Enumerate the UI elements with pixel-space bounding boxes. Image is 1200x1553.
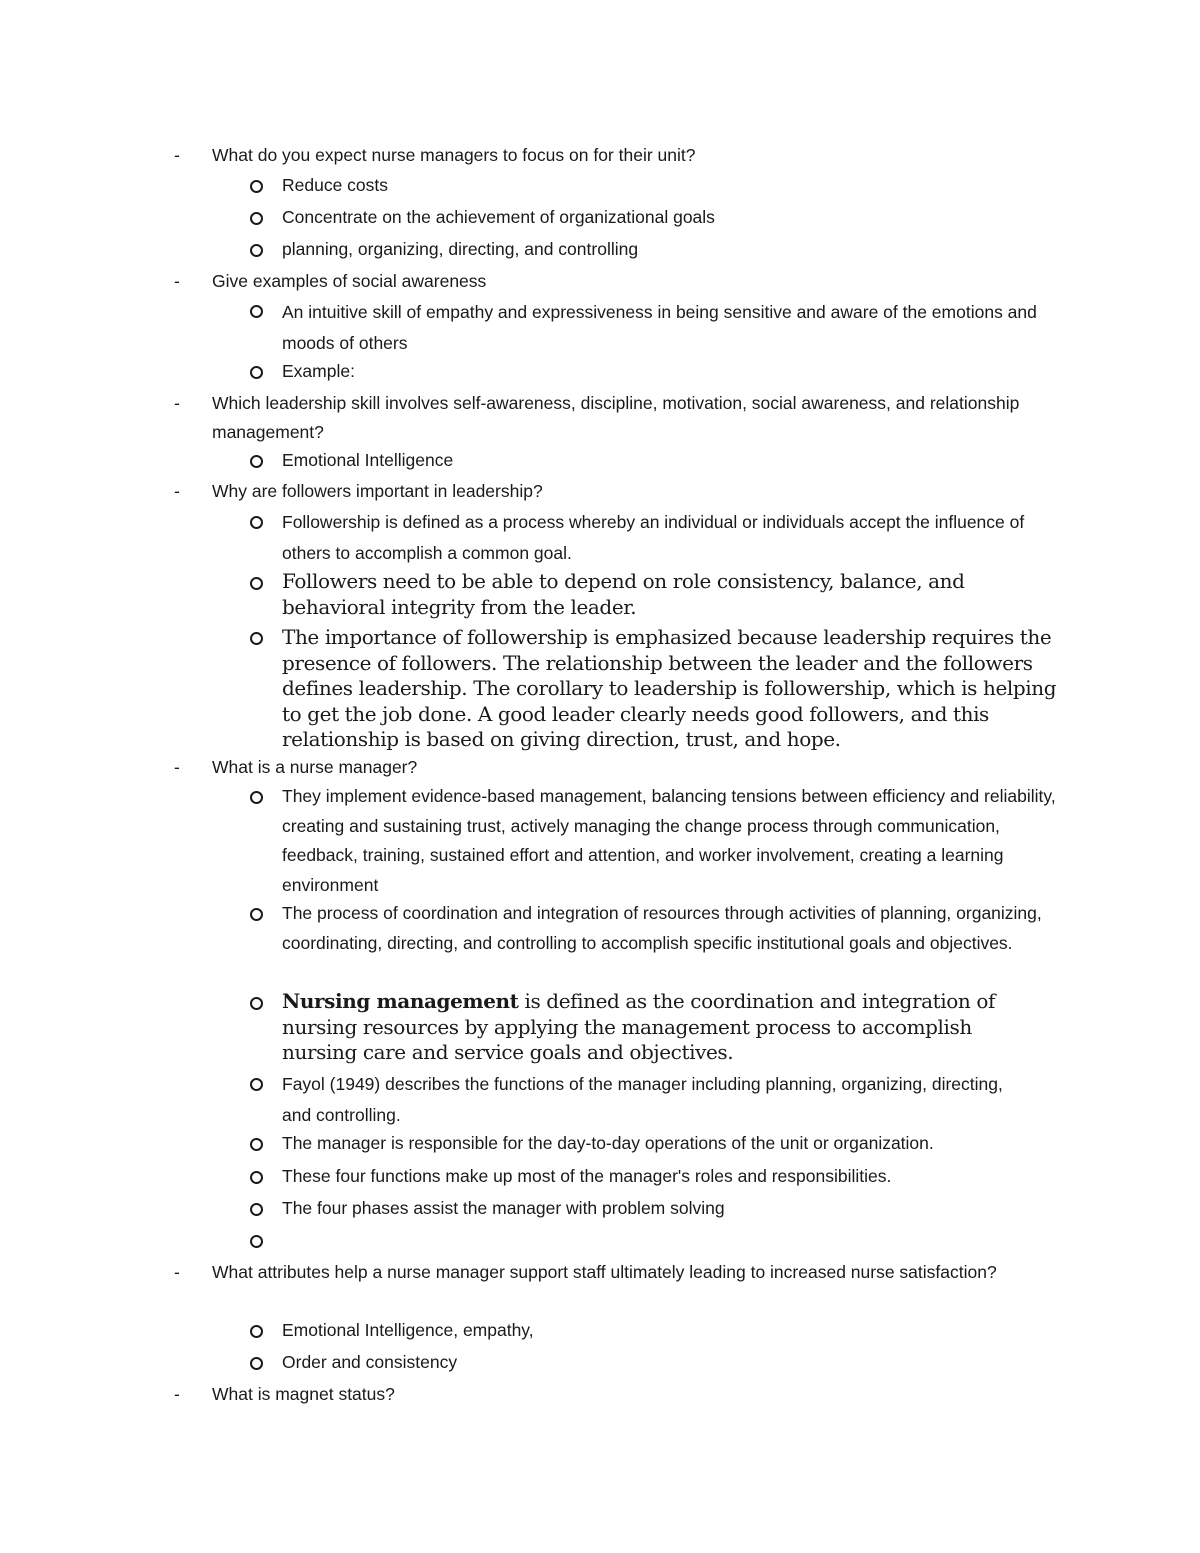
hollow-circle-bullet-icon <box>250 1138 263 1151</box>
answer-rest: is defined as the coordination and integration of nursing resources by applying the management process to accomplish nursing care and service goals and objectives. <box>282 989 995 1064</box>
answer-text: Emotional Intelligence, empathy, <box>282 1320 534 1340</box>
bold-term: Nursing management <box>282 989 519 1013</box>
hollow-circle-bullet-icon <box>250 1203 263 1216</box>
answer-text: The importance of followership is emphasized because leadership requires the presence of followers. The relationship between the leader and the followers defines leadership. The corollary to leadership is followership, which is helping to get the job done. A good leader clearly needs good followers, and this relationship is based on giving direction, trust, and hope. <box>282 625 1057 751</box>
answer-text: An intuitive skill of empathy and expressiveness in being sensitive and aware of the emotions and moods of others <box>282 302 1037 353</box>
hollow-circle-bullet-icon <box>250 1357 263 1370</box>
answer-text: Emotional Intelligence <box>282 450 454 470</box>
answer-text: Example: <box>282 361 355 381</box>
hollow-circle-bullet-icon <box>250 908 263 921</box>
question-dash: - <box>174 393 180 413</box>
question-text: Why are followers important in leadership? <box>212 481 543 501</box>
question-text: Give examples of social awareness <box>212 271 487 291</box>
answer-text: Fayol (1949) describes the functions of the manager including planning, organizing, directing, and controlling. <box>282 1074 1003 1125</box>
answer-text: Followers need to be able to depend on role consistency, balance, and behavioral integrity from the leader. <box>282 569 965 619</box>
answer-text: The manager is responsible for the day-to-day operations of the unit or organization. <box>282 1133 934 1153</box>
hollow-circle-bullet-icon <box>250 1171 263 1184</box>
hollow-circle-bullet-icon <box>250 997 263 1010</box>
hollow-circle-bullet-icon <box>250 305 263 318</box>
answer-text: These four functions make up most of the manager's roles and responsibilities. <box>282 1166 892 1186</box>
answer-text: Concentrate on the achievement of organizational goals <box>282 207 715 227</box>
question-text: What is magnet status? <box>212 1384 395 1404</box>
answer-text: Order and consistency <box>282 1352 458 1372</box>
hollow-circle-bullet-icon <box>250 366 263 379</box>
hollow-circle-bullet-icon <box>250 1235 263 1248</box>
hollow-circle-bullet-icon <box>250 791 263 804</box>
question-dash: - <box>174 1384 180 1404</box>
hollow-circle-bullet-icon <box>250 1078 263 1091</box>
hollow-circle-bullet-icon <box>250 455 263 468</box>
question-dash: - <box>174 271 180 291</box>
hollow-circle-bullet-icon <box>250 516 263 529</box>
question-dash: - <box>174 481 180 501</box>
question-text: What do you expect nurse managers to focus on for their unit? <box>212 145 696 165</box>
answer-text: The process of coordination and integration of resources through activities of planning, organizing, coordinating, directing, and controlling to accomplish specific institutional goals and objectives. <box>282 903 1042 953</box>
question-text: What attributes help a nurse manager support staff ultimately leading to increased nurse satisfaction? <box>212 1262 997 1282</box>
hollow-circle-bullet-icon <box>250 244 263 257</box>
answer-text: planning, organizing, directing, and controlling <box>282 239 639 259</box>
question-text: Which leadership skill involves self-awareness, discipline, motivation, social awareness, and relationship management? <box>212 393 1020 442</box>
hollow-circle-bullet-icon <box>250 180 263 193</box>
answer-text: Reduce costs <box>282 175 389 195</box>
answer-text <box>282 989 1022 1066</box>
answer-text: Followership is defined as a process whereby an individual or individuals accept the influence of others to accomplish a common goal. <box>282 512 1025 563</box>
answer-text: The four phases assist the manager with problem solving <box>282 1198 725 1218</box>
answer-text: They implement evidence-based management, balancing tensions between efficiency and reliability, creating and sustaining trust, actively managing the change process through communication, feedback, training, sustained effort and attention, and worker involvement, creating a learning environment <box>282 786 1056 895</box>
hollow-circle-bullet-icon <box>250 212 263 225</box>
hollow-circle-bullet-icon <box>250 632 263 645</box>
question-dash: - <box>174 1262 180 1282</box>
hollow-circle-bullet-icon <box>250 1325 263 1338</box>
question-dash: - <box>174 757 180 777</box>
question-text: What is a nurse manager? <box>212 757 418 777</box>
hollow-circle-bullet-icon <box>250 577 263 590</box>
question-dash: - <box>174 145 180 165</box>
